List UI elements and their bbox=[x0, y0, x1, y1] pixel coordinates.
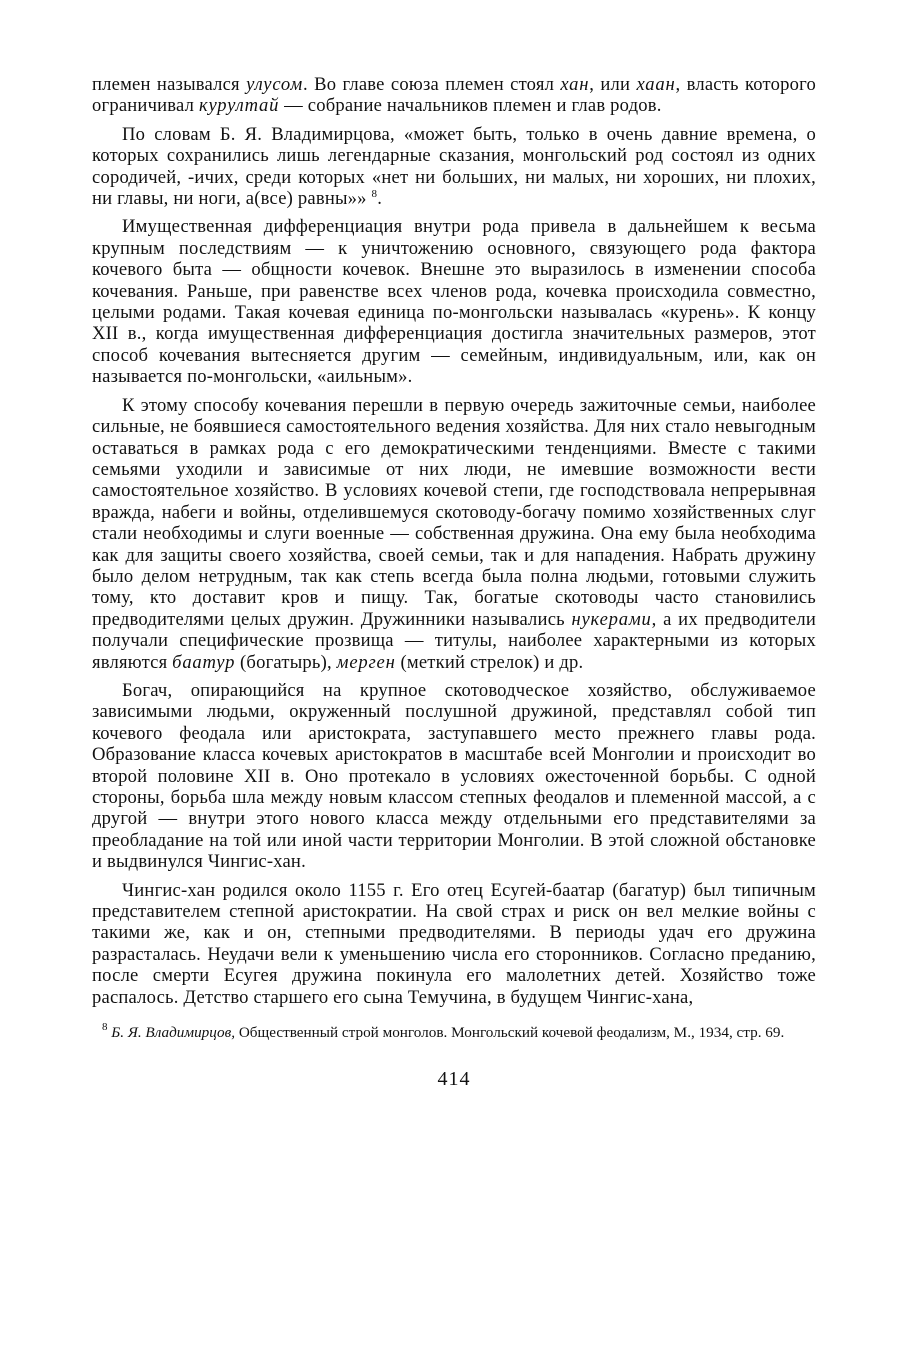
italic-term: Б. Я. Владимирцов, bbox=[111, 1024, 236, 1042]
text-run: Чингис-хан родился около 1155 г. Его отец Есугей-баатар (багатур) был типичным представителем степной аристократии. На свой страх и риск он вел мелкие войны с такими же, как и он, степными предводителями. В периоды удач его дружина разрасталась. Неудачи вели к уменьшению числа его сторонников. Согласно преданию, после смерти Есугея дружина покинула его малолетних детей. Хозяйство тоже распалось. Детство старшего его сына Темучина, в будущем Чингис-хана, bbox=[92, 879, 816, 1008]
body-text bbox=[92, 74, 816, 1008]
text-run: . bbox=[377, 188, 383, 210]
text-run: По словам Б. Я. Владимирцова, «может быть, только в очень давние времена, о которых сохранились лишь легендарные сказания, монгольский род состоял из одних сородичей, -ичих, среди которых «нет ни больших, ни малых, ни хороших, ни плохих, ни главы, ни ноги, а(все) равны»» bbox=[92, 123, 816, 210]
text-run: , а их предводители получали специфические прозвища — титулы, наиболее характерными из которых являются bbox=[92, 608, 817, 673]
italic-term: улусом bbox=[246, 74, 303, 95]
italic-term: баатур bbox=[172, 651, 236, 673]
paragraph bbox=[92, 880, 816, 1008]
italic-term: мерген bbox=[336, 651, 396, 673]
text-run: , власть которого ограничивал bbox=[92, 74, 816, 117]
italic-term: нукерами bbox=[571, 608, 652, 630]
paragraph bbox=[92, 74, 816, 117]
page-number: 414 bbox=[437, 1068, 471, 1091]
text-run: , или bbox=[589, 74, 637, 95]
text-run: Общественный строй монголов. Монгольский кочевой феодализм, М., 1934, стр. 69. bbox=[235, 1024, 785, 1042]
paragraph bbox=[92, 216, 816, 387]
italic-term: хаан bbox=[636, 74, 676, 95]
book-page bbox=[92, 74, 816, 1091]
paragraph bbox=[92, 680, 816, 873]
footnote-marker: 8 bbox=[371, 188, 378, 201]
text-run: Богач, опирающийся на крупное скотоводческое хозяйство, обслуживаемое зависимыми людьми, окруженный послушной дружиной, представлял собой тип кочевого феодала или аристократа, заступавшего место прежнего главы рода. Образование класса кочевых аристократов в масштабе всей Монголии и происходит во второй половине XII в. Оно протекало в условиях ожесточенной борьбы. С одной стороны, борьба шла между новым классом степных феодалов и племенной массой, а с другой — внутри этого нового класса между отдельными его представителями за преобладание на той или иной части территории Монголии. В этой сложной обстановке и выдвинулся Чингис-хан. bbox=[92, 679, 816, 873]
text-run: К этому способу кочевания перешли в первую очередь зажиточные семьи, наиболее сильные, не боявшиеся самостоятельного ведения хозяйства. Для них стало невыгодным оставаться в рамках рода с его демократическими тенденциями. Вместе с такими семьями уходили и зависимые от них люди, не имевшие возможности вести самостоятельное хозяйство. В условиях кочевой степи, где господствовала непрерывная вражда, набеги и войны, отделившемуся скотоводу-богачу помимо хозяйственных слуг стали необходимы и слуги военные — собственная дружина. Она ему была необходима как для защиты своего хозяйства, своей семьи, так и для нападения. Набрать дружину было делом нетрудным, так как степь всегда была полна людьми, готовыми служить тому, кто доставит кров и пищу. Так, богатые скотоводы часто становились предводителями целых дружин. Дружинники назывались bbox=[92, 394, 816, 630]
footnote-marker: 8 bbox=[102, 1021, 108, 1034]
text-run: — собрание начальников племен и глав родов. bbox=[279, 95, 662, 117]
text-run: Имущественная дифференциация внутри рода привела в дальнейшем к весьма крупным последствиям — к уничтожению основного, связующего рода фактора кочевого быта — общности кочевок. Внешне это выразилось в изменении способа кочевания. Раньше, при равенстве всех членов рода, кочевка происходила совместно, целыми родами. Такая кочевая единица по-монгольски называлась «курень». К концу XII в., когда имущественная дифференциация достигла значительных размеров, этот способ кочевания вытесняется другим — семейным, индивидуальным, или, как он называется по-монгольски, «аильным». bbox=[92, 216, 816, 388]
paragraph bbox=[92, 124, 816, 210]
paragraph bbox=[92, 395, 816, 673]
text-run: племен назывался bbox=[92, 74, 247, 95]
footnote bbox=[92, 1021, 816, 1042]
text-run: . Во главе союза племен стоял bbox=[303, 74, 561, 95]
italic-term: курултай bbox=[198, 95, 280, 117]
text-run: (богатырь), bbox=[235, 651, 337, 673]
text-run: (меткий стрелок) и др. bbox=[395, 651, 584, 673]
italic-term: хан bbox=[560, 74, 590, 95]
